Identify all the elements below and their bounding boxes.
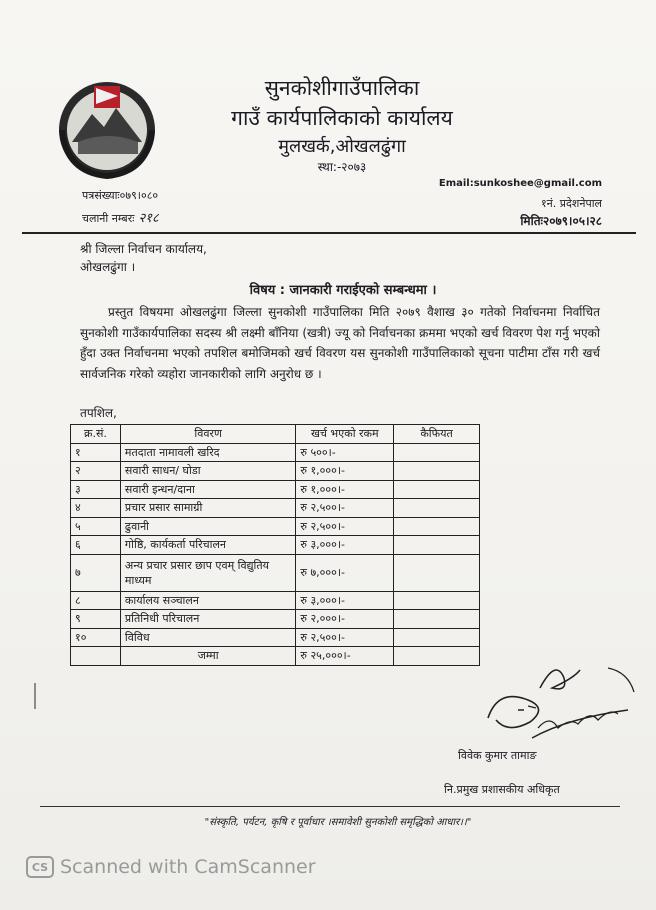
col-header-amount: खर्च भएको रकम xyxy=(296,425,394,444)
table-row xyxy=(71,591,480,610)
table-row xyxy=(71,480,480,499)
col-header-sn: क्र.सं. xyxy=(71,425,121,444)
col-header-description: विवरण xyxy=(120,425,295,444)
row-amount: रु ३,०००।- xyxy=(296,536,394,555)
row-description: ढुवानी xyxy=(120,517,295,536)
row-amount: रु ५००।- xyxy=(296,443,394,462)
expense-table xyxy=(70,424,480,666)
signatory-name: विवेक कुमार तामाङ xyxy=(458,749,537,762)
row-sn: ५ xyxy=(71,517,121,536)
total-remark-cell xyxy=(394,647,480,666)
letter-subject: विषय : जानकारी गराईएको सम्बन्धमा । xyxy=(249,283,437,298)
row-amount: रु २,५००।- xyxy=(296,517,394,536)
total-sn-cell xyxy=(71,647,121,666)
dispatch-label: चलानी नम्बरः xyxy=(82,212,135,225)
table-row xyxy=(71,517,480,536)
established-year: स्था:-२०७३ xyxy=(317,160,367,174)
row-description: सवारी इन्धन/दाना xyxy=(120,480,295,499)
signatory-position: नि.प्रमुख प्रशासकीय अधिकृत xyxy=(444,783,560,796)
row-description: प्रचार प्रसार सामाग्री xyxy=(120,499,295,518)
row-amount: रु २,५००।- xyxy=(296,628,394,647)
row-sn: २ xyxy=(71,462,121,481)
row-remark xyxy=(394,462,480,481)
row-remark xyxy=(394,517,480,536)
table-row xyxy=(71,610,480,629)
row-sn: ७ xyxy=(71,554,121,591)
table-row xyxy=(71,443,480,462)
row-description: विविध xyxy=(120,628,295,647)
letter-body: प्रस्तुत विषयमा ओखलढुंगा जिल्ला सुनकोशी गाउँपालिका मिति २०७९ वैशाख ३० गतेको निर्वाचनमा निर्वाचित सुनकोशी गाउँकार्यपालिका सदस्य श्री लक्ष्मी बाँनिया (खत्री) ज्यू को निर्वाचनका क्रममा भएको खर्च विवरण पेश गर्नु भएको हुँदा उक्त निर्वाचनमा भएको तपशिल बमोजिमको खर्च विवरण यस सुनकोशी गाउँपालिकाको सूचना पाटीमा टाँस गरी खर्च सार्वजनिक गरेको व्यहोरा जानकारीको लागि अनुरोध छ । xyxy=(80,305,600,381)
row-sn: ६ xyxy=(71,536,121,555)
total-row xyxy=(71,647,480,666)
row-sn: ३ xyxy=(71,480,121,499)
row-description: कार्यालय सञ्चालन xyxy=(120,591,295,610)
row-remark xyxy=(394,554,480,591)
header-divider xyxy=(22,232,636,234)
row-remark xyxy=(394,480,480,499)
row-remark xyxy=(394,499,480,518)
row-sn: ९ xyxy=(71,610,121,629)
office-subtitle: गाउँ कार्यपालिकाको कार्यालय xyxy=(231,106,453,130)
footer-divider xyxy=(40,806,620,807)
recipient-line-1: श्री जिल्ला निर्वाचन कार्यालय, xyxy=(80,242,207,256)
row-remark xyxy=(394,610,480,629)
row-description: अन्य प्रचार प्रसार छाप एवम् विद्युतिय माध्यम xyxy=(120,554,295,591)
row-remark xyxy=(394,591,480,610)
row-sn: ४ xyxy=(71,499,121,518)
row-amount: रु ७,०००।- xyxy=(296,554,394,591)
staple-mark xyxy=(34,683,36,709)
row-sn: १० xyxy=(71,628,121,647)
row-description: गोष्ठि, कार्यकर्ता परिचालन xyxy=(120,536,295,555)
total-label: जम्मा xyxy=(120,647,295,666)
dispatch-value: २१८ xyxy=(138,211,159,226)
table-row xyxy=(71,628,480,647)
table-row xyxy=(71,499,480,518)
row-description: मतदाता नामावली खरिद xyxy=(120,443,295,462)
details-label: तपशिल, xyxy=(80,406,117,420)
total-amount: रु २५,०००।- xyxy=(296,647,394,666)
row-description: प्रतिनिधी परिचालन xyxy=(120,610,295,629)
office-email: Email:sunkoshee@gmail.com xyxy=(438,178,602,189)
camscanner-logo-icon: CS xyxy=(26,856,54,878)
office-name: सुनकोशीगाउँपालिका xyxy=(264,76,420,100)
dispatch-number xyxy=(82,208,159,226)
recipient-line-2: ओखलढुंगा । xyxy=(80,260,136,274)
col-header-remarks: कैफियत xyxy=(394,425,480,444)
row-remark xyxy=(394,536,480,555)
reference-number: पत्रसंख्याः०७९।०८० xyxy=(82,189,159,202)
handwritten-signature-icon xyxy=(478,648,638,748)
row-sn: १ xyxy=(71,443,121,462)
row-remark xyxy=(394,443,480,462)
row-amount: रु ३,०००।- xyxy=(296,591,394,610)
table-row xyxy=(71,536,480,555)
row-amount: रु १,०००।- xyxy=(296,480,394,499)
letter-date: मितिः२०७९।०५।२८ xyxy=(520,214,602,228)
table-row xyxy=(71,462,480,481)
office-province: १नं. प्रदेशनेपाल xyxy=(540,197,602,210)
row-sn: ८ xyxy=(71,591,121,610)
table-row xyxy=(71,554,480,591)
scanner-watermark xyxy=(26,856,316,878)
row-amount: रु २,०००।- xyxy=(296,610,394,629)
row-description: सवारी साधन/ घोडा xyxy=(120,462,295,481)
row-amount: रु १,०००।- xyxy=(296,462,394,481)
row-amount: रु २,५००।- xyxy=(296,499,394,518)
table-header-row xyxy=(71,425,480,444)
footer-motto: "संस्कृति, पर्यटन, कृषि र पूर्वाधार ।समावेशी सुनकोशी समृद्धिको आधार।।" xyxy=(204,817,472,828)
office-location: मुलखर्क,ओखलढुंगा xyxy=(278,136,406,157)
row-remark xyxy=(394,628,480,647)
watermark-text: Scanned with CamScanner xyxy=(60,856,316,878)
